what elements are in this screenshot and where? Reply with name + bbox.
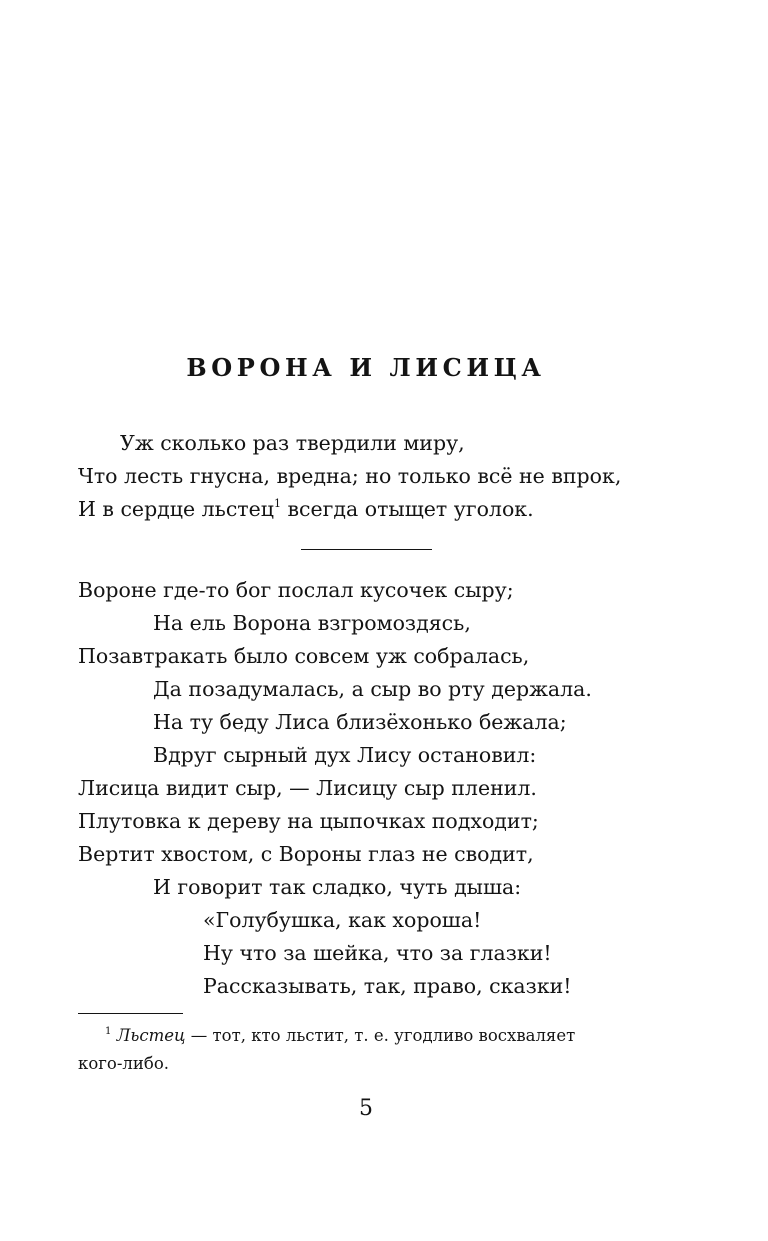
verse-line: Плутовка к дереву на цыпочках подходит;: [78, 809, 539, 833]
footnote: [78, 1022, 678, 1078]
epigraph-line-text: всегда отыщет уголок.: [280, 497, 534, 521]
footnote-definition: — тот, кто льстит, т. е. угодливо восхваляет: [185, 1026, 576, 1045]
verse-line: Лисица видит сыр, — Лисицу сыр пленил.: [78, 776, 537, 800]
epigraph-line-text: И в сердце льстец: [78, 497, 274, 521]
footnote-marker: 1: [105, 1026, 112, 1037]
epigraph-line: [78, 493, 621, 526]
verse-line: И говорит так сладко, чуть дыша:: [153, 875, 522, 899]
page-number: 5: [359, 1096, 373, 1121]
verse-line: Вертит хвостом, с Вороны глаз не сводит,: [78, 842, 534, 866]
verse-line: «Голубушка, как хороша!: [203, 908, 482, 932]
verse-line: Вдруг сырный дух Лису остановил:: [153, 743, 537, 767]
verse: [78, 574, 592, 1003]
epigraph-line: Что лесть гнусна, вредна; но только всё не впрок,: [78, 464, 622, 488]
verse-line: Позавтракать было совсем уж собралась,: [78, 644, 530, 668]
verse-line: Да позадумалась, а сыр во рту держала.: [153, 677, 592, 701]
footnote-reference[interactable]: 1: [273, 497, 281, 510]
verse-line: Вороне где-то бог послал кусочек сыру;: [78, 578, 514, 602]
footnote-line: кого-либо.: [78, 1054, 169, 1073]
page-title: ВОРОНА И ЛИСИЦА: [186, 353, 546, 382]
epigraph-line: Уж сколько раз твердили миру,: [120, 431, 465, 455]
footnote-rule: [78, 1013, 183, 1014]
verse-line: Ну что за шейка, что за глазки!: [203, 941, 552, 965]
section-separator: [301, 549, 432, 550]
footnote-line: [78, 1022, 678, 1050]
verse-line: На ель Ворона взгромоздясь,: [153, 611, 471, 635]
verse-line: Рассказывать, так, право, сказки!: [203, 974, 572, 998]
verse-line: На ту беду Лиса близёхонько бежала;: [153, 710, 567, 734]
epigraph: [78, 427, 621, 526]
footnote-term: Льстец: [116, 1026, 186, 1045]
